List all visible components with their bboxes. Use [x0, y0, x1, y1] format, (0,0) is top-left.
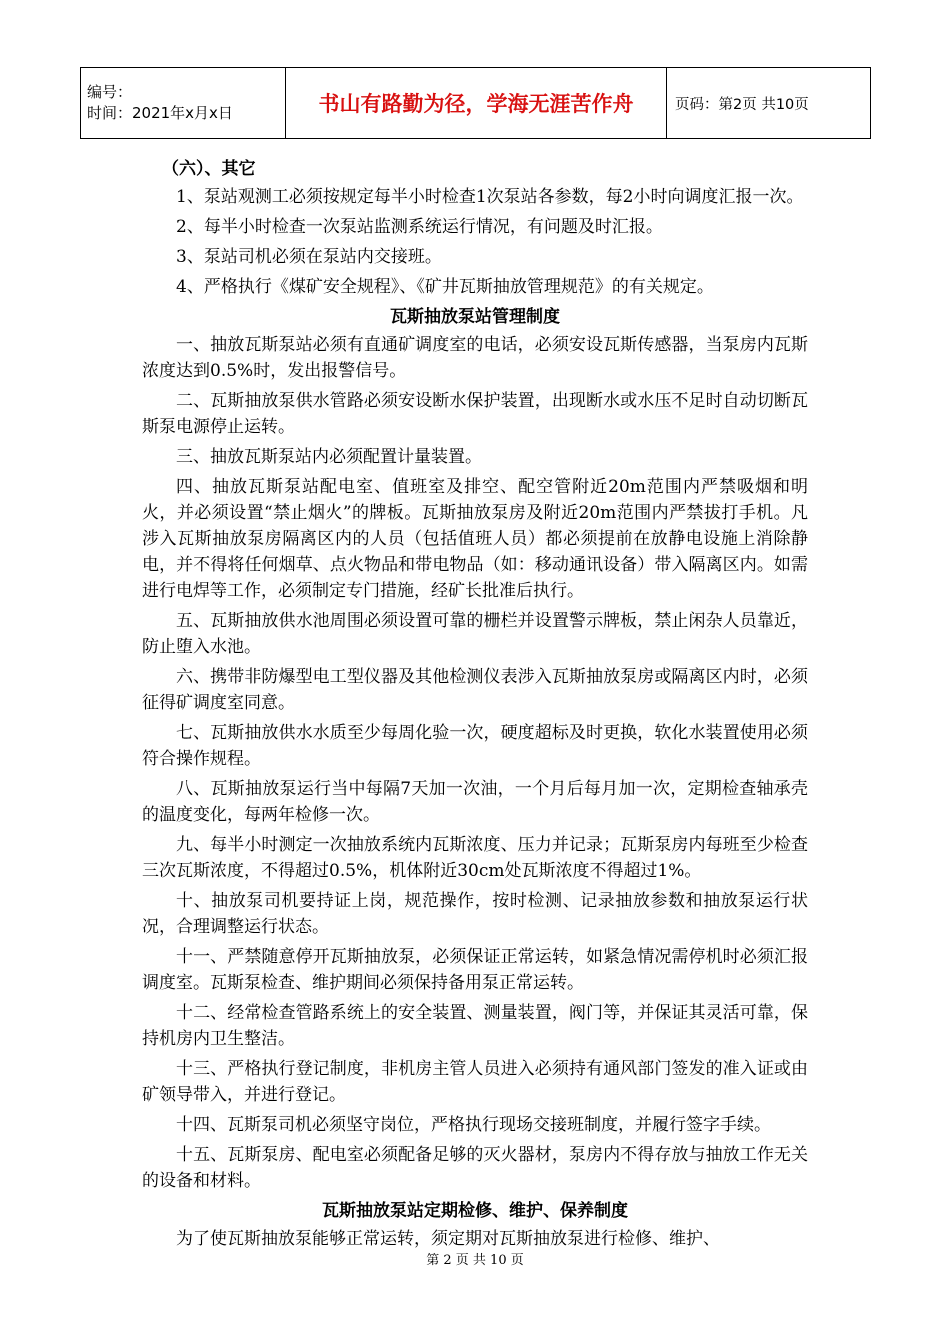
- paragraph: 4、严格执行《煤矿安全规程》、《矿井瓦斯抽放管理规范》的有关规定。: [176, 277, 714, 297]
- paragraph: 一、抽放瓦斯泵站必须有直通矿调度室的电话，必须安设瓦斯传感器，当泵房内瓦斯浓度达到0.5%时，发出报警信号。: [142, 335, 808, 381]
- paragraph: 十、抽放泵司机要持证上岗，规范操作，按时检测、记录抽放参数和抽放泵运行状况，合理调整运行状态。: [142, 891, 808, 937]
- heading-management: 瓦斯抽放泵站管理制度: [390, 307, 560, 327]
- paragraph: 八、瓦斯抽放泵运行当中每隔7天加一次油，一个月后每月加一次，定期检查轴承壳的温度变化，每两年检修一次。: [142, 779, 808, 825]
- section-title-other: （六）、其它: [162, 159, 256, 179]
- paragraph: 十五、瓦斯泵房、配电室必须配备足够的灭火器材，泵房内不得存放与抽放工作无关的设备和材料。: [142, 1145, 808, 1191]
- paragraph: 四、抽放瓦斯泵站配电室、值班室及排空、配空管附近20m范围内严禁吸烟和明火，并必须设置“禁止烟火”的牌板。瓦斯抽放泵房及附近20m范围内严禁拔打手机。凡涉入瓦斯抽放泵房隔离区内的人员（包括值班人员）都必须提前在放静电设施上消除静电，并不得将任何烟草、点火物品和带电物品（如：移动通讯设备）带入隔离区内。如需进行电焊等工作，必须制定专门措施，经矿长批准后执行。: [142, 477, 808, 601]
- paragraph: 五、瓦斯抽放供水池周围必须设置可靠的栅栏并设置警示牌板，禁止闲杂人员靠近，防止堕入水池。: [142, 611, 808, 657]
- page-header: [80, 67, 871, 139]
- paragraph: 二、瓦斯抽放泵供水管路必须安设断水保护装置，出现断水或水压不足时自动切断瓦斯泵电源停止运转。: [142, 391, 808, 437]
- paragraph: 十四、瓦斯泵司机必须坚守岗位，严格执行现场交接班制度，并履行签字手续。: [176, 1115, 771, 1135]
- paragraph: 十二、经常检查管路系统上的安全装置、测量装置，阀门等，并保证其灵活可靠，保持机房内卫生整洁。: [142, 1003, 808, 1049]
- paragraph: 六、携带非防爆型电工型仪器及其他检测仪表涉入瓦斯抽放泵房或隔离区内时，必须征得矿调度室同意。: [142, 667, 808, 713]
- paragraph: 十三、严格执行登记制度，非机房主管人员进入必须持有通风部门签发的准入证或由矿领导带入，并进行登记。: [142, 1059, 808, 1105]
- paragraph: 七、瓦斯抽放供水水质至少每周化验一次，硬度超标及时更换，软化水装置使用必须符合操作规程。: [142, 723, 808, 769]
- document-time-label: 时间：2021年x月x日: [87, 104, 233, 122]
- document-number-label: 编号：: [87, 83, 133, 101]
- paragraph: 十一、严禁随意停开瓦斯抽放泵，必须保证正常运转，如紧急情况需停机时必须汇报调度室。瓦斯泵检查、维护期间必须保持备用泵正常运转。: [142, 947, 808, 993]
- paragraph: 三、抽放瓦斯泵站内必须配置计量装置。: [176, 447, 482, 467]
- document-body: [142, 156, 808, 1256]
- paragraph: 3、泵站司机必须在泵站内交接班。: [176, 247, 442, 267]
- paragraph: 为了使瓦斯抽放泵能够正常运转，须定期对瓦斯抽放泵进行检修、维护、: [176, 1229, 720, 1249]
- page-footer: 第 2 页 共 10 页: [426, 1253, 524, 1268]
- header-motto: 书山有路勤为径，学海无涯苦作舟: [286, 68, 667, 139]
- header-meta: [81, 68, 286, 139]
- header-page-label: 页码：第2页 共10页: [667, 68, 871, 139]
- heading-maintenance: 瓦斯抽放泵站定期检修、维护、保养制度: [322, 1201, 628, 1221]
- paragraph: 1、泵站观测工必须按规定每半小时检查1次泵站各参数，每2小时向调度汇报一次。: [176, 187, 804, 207]
- paragraph: 2、每半小时检查一次泵站监测系统运行情况，有问题及时汇报。: [176, 217, 663, 237]
- paragraph: 九、每半小时测定一次抽放系统内瓦斯浓度、压力并记录；瓦斯泵房内每班至少检查三次瓦斯浓度，不得超过0.5%，机体附近30cm处瓦斯浓度不得超过1%。: [142, 835, 808, 881]
